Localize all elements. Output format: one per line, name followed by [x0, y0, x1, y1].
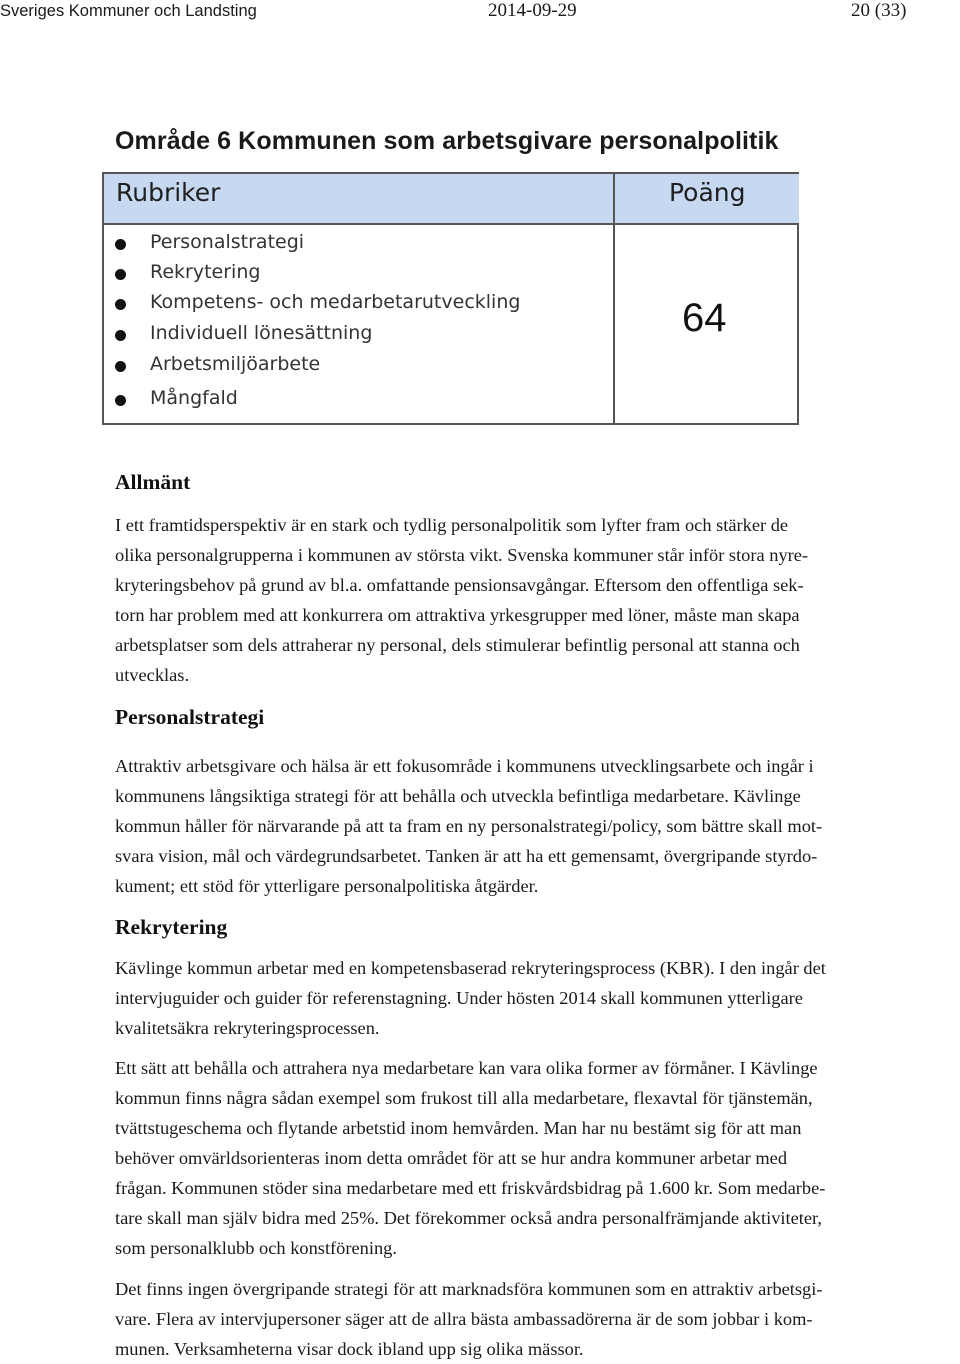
text-line: Det finns ingen övergripande strategi för att marknadsföra kommunen som en attraktiv arbetsgi-: [115, 1279, 823, 1299]
paragraph-personalstrategi: [115, 751, 822, 901]
bullet-icon: [115, 269, 126, 280]
area-title: Område 6 Kommunen som arbetsgivare personalpolitik: [115, 127, 779, 155]
rubriker-cell: [104, 225, 615, 425]
text-line: utvecklas.: [115, 665, 190, 685]
section-heading-allmant: Allmänt: [115, 470, 191, 494]
poang-cell: [615, 225, 799, 425]
text-line: tare skall man själv bidra med 25%. Det förekommer också andra personalfrämjande aktiviteter,: [115, 1208, 823, 1228]
table-header-poang-label: Poäng: [669, 178, 746, 207]
table-header-rubriker: [104, 174, 615, 225]
text-line: frågan. Kommunen stöder sina medarbetare med ett friskvårdsbidrag på 1.600 kr. Som medarbe-: [115, 1178, 826, 1198]
section-heading-personalstrategi: Personalstrategi: [115, 705, 265, 729]
table-header-rubriker-label: Rubriker: [116, 178, 221, 207]
section-heading-rekrytering: Rekrytering: [115, 915, 228, 939]
text-line: vare. Flera av intervjupersoner säger att de allra bästa ambassadörerna är de som jobbar i kom-: [115, 1309, 813, 1329]
table-header-poang: [615, 174, 799, 225]
text-line: som personalklubb och konstförening.: [115, 1238, 397, 1258]
text-line: Ett sätt att behålla och attrahera nya medarbetare kan vara olika former av förmåner. I Kävlinge: [115, 1058, 818, 1078]
text-line: I ett framtidsperspektiv är en stark och tydlig personalpolitik som lyfter fram och stärker de: [115, 515, 789, 535]
rubrik-label: Personalstrategi: [150, 231, 305, 253]
text-line: Kävlinge kommun arbetar med en kompetensbaserad rekryteringsprocess (KBR). I den ingår det: [115, 958, 826, 978]
text-line: svara vision, mål och värdegrundsarbetet. Tanken är att ha ett gemensamt, övergripande styrdo-: [115, 846, 818, 866]
text-line: kommun håller för närvarande på att ta fram en ny personalstrategi/policy, som bättre skall mot-: [115, 816, 823, 836]
text-line: kument; ett stöd för ytterligare personalpolitiska åtgärder.: [115, 876, 539, 896]
rubrik-label: Kompetens- och medarbetarutveckling: [150, 291, 521, 313]
rubrik-label: Individuell lönesättning: [150, 322, 373, 344]
rubrik-label: Mångfald: [150, 387, 238, 409]
page-header: [0, 0, 960, 26]
score-table: [102, 172, 799, 425]
bullet-icon: [115, 361, 126, 372]
bullet-icon: [115, 330, 126, 341]
header-organization: Sveriges Kommuner och Landsting: [0, 2, 257, 20]
text-line: tvättstugeschema och flytande arbetstid inom hemvården. Man har nu bestämt sig för att man: [115, 1118, 802, 1138]
paragraph-rekrytering-2: [115, 1053, 825, 1263]
text-line: olika personalgrupperna i kommunen av största vikt. Svenska kommuner står inför stora nyre-: [115, 545, 809, 565]
header-date: 2014-09-29: [488, 0, 577, 21]
text-line: kvalitetsäkra rekryteringsprocessen.: [115, 1018, 380, 1038]
paragraph-allmant: [115, 510, 808, 690]
paragraph-rekrytering-1: [115, 953, 826, 1043]
rubrik-label: Rekrytering: [150, 261, 261, 283]
bullet-icon: [115, 395, 126, 406]
paragraph-rekrytering-3: [115, 1274, 823, 1364]
rubrik-label: Arbetsmiljöarbete: [150, 353, 321, 375]
bullet-icon: [115, 299, 126, 310]
text-line: torn har problem med att konkurrera om attraktiva yrkesgrupper med löner, måste man skapa: [115, 605, 800, 625]
text-line: behöver omvärldsorienteras inom detta området för att se hur andra kommuner arbetar med: [115, 1148, 788, 1168]
text-line: Attraktiv arbetsgivare och hälsa är ett fokusområde i kommunens utvecklingsarbete och ingår i: [115, 756, 814, 776]
text-line: kommunens långsiktiga strategi för att behålla och utveckla befintliga medarbetare. Kävlinge: [115, 786, 801, 806]
text-line: munen. Verksamheterna visar dock ibland upp sig olika mässor.: [115, 1339, 584, 1359]
text-line: intervjuguider och guider för referenstagning. Under hösten 2014 skall kommunen ytterligare: [115, 988, 803, 1008]
bullet-icon: [115, 239, 126, 250]
score-value: 64: [682, 296, 727, 340]
header-page-number: 20 (33): [851, 0, 907, 21]
text-line: kommun finns några sådan exempel som frukost till alla medarbetare, flexavtal för tjänstemän,: [115, 1088, 813, 1108]
text-line: kryteringsbehov på grund av bl.a. omfattande pensionsavgångar. Eftersom den offentliga sek-: [115, 575, 804, 595]
text-line: arbetsplatser som dels attraherar ny personal, dels stimulerar befintlig personal att stanna och: [115, 635, 800, 655]
